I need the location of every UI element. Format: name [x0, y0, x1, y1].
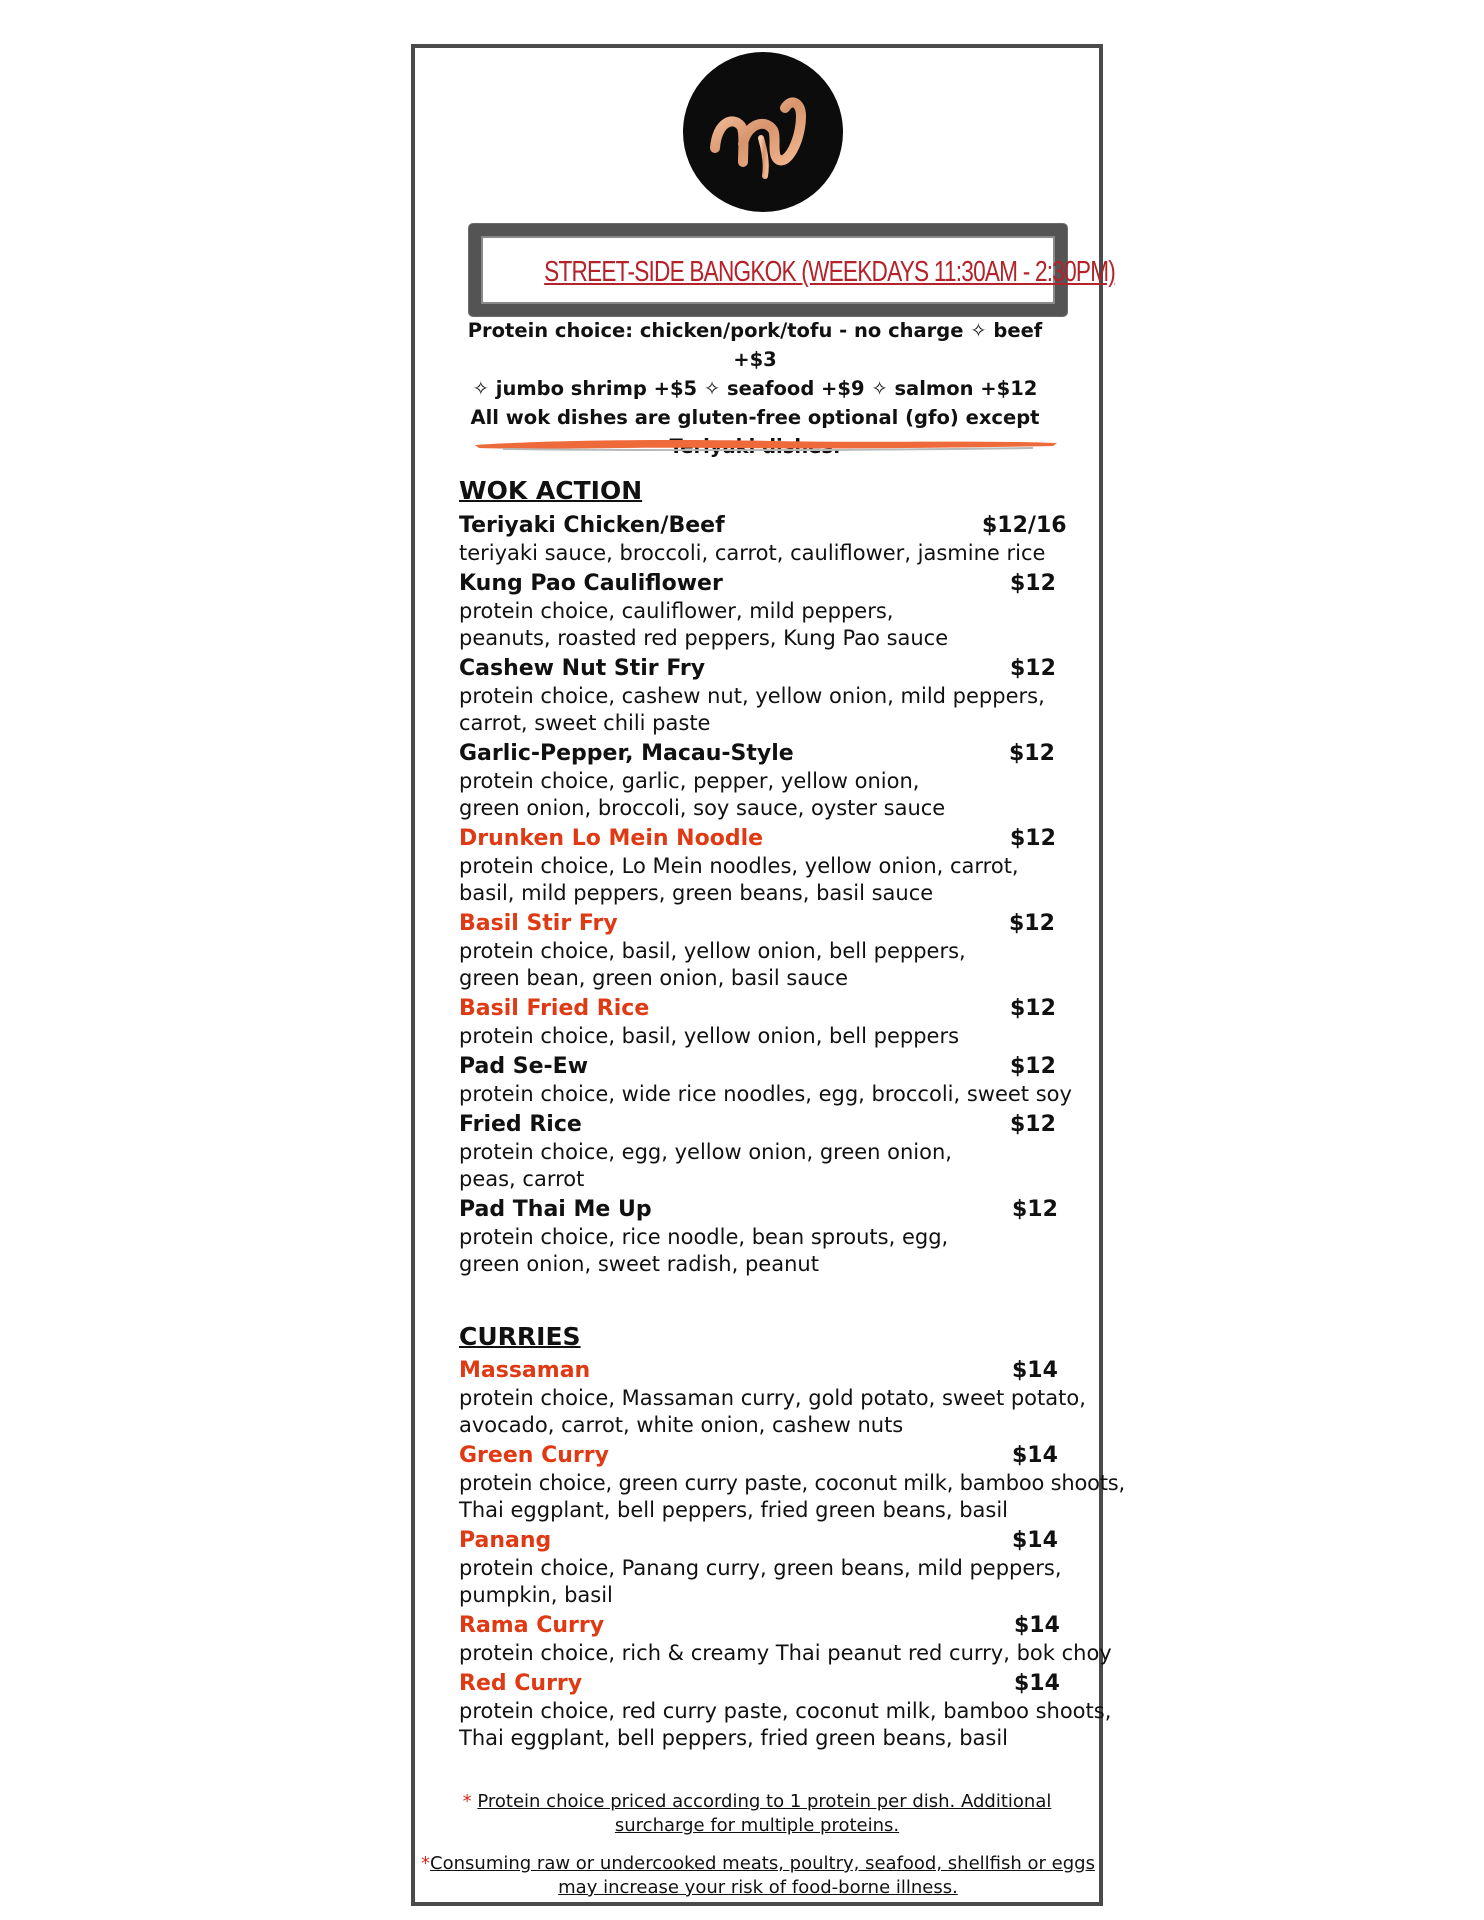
item-price: $12: [1009, 741, 1055, 766]
item-desc: protein choice, cauliflower, mild peppers,: [459, 599, 894, 623]
item-price: $12/16: [982, 513, 1067, 538]
item-desc: green onion, broccoli, soy sauce, oyster sauce: [459, 796, 946, 820]
item-desc: protein choice, basil, yellow onion, bell peppers: [459, 1024, 960, 1048]
note-text: surcharge for multiple proteins.: [614, 1815, 900, 1836]
intro-line-2: ✧ jumbo shrimp +$5 ✧ seafood +$9 ✧ salmon +$12: [472, 377, 1038, 400]
item-price: $12: [1010, 1112, 1056, 1137]
item-price: $14: [1012, 1443, 1058, 1468]
item-price: $14: [1014, 1671, 1060, 1696]
item-desc: teriyaki sauce, broccoli, carrot, cauliflower, jasmine rice: [459, 541, 1046, 565]
note-asterisk: *: [421, 1853, 431, 1874]
menu-item: [459, 995, 1079, 1050]
menu-item: [459, 1196, 1079, 1278]
item-name: Kung Pao Cauliflower: [459, 571, 723, 596]
menu-item: [459, 910, 1079, 992]
item-desc: basil, mild peppers, green beans, basil sauce: [459, 881, 934, 905]
note-text: Protein choice priced according to 1 protein per dish. Additional: [477, 1791, 1052, 1812]
item-price: $14: [1014, 1613, 1060, 1638]
menu-item: [459, 1357, 1086, 1439]
item-name: Panang: [459, 1528, 552, 1553]
item-price: $14: [1012, 1528, 1058, 1553]
hours-banner: [469, 224, 1116, 316]
menu-item: [459, 655, 1079, 737]
item-desc: protein choice, Panang curry, green beans, mild peppers,: [459, 1556, 1062, 1580]
banner-title: STREET-SIDE BANGKOK (WEEKDAYS 11:30AM - 2:30PM): [544, 256, 1116, 288]
item-name: Pad Thai Me Up: [459, 1197, 652, 1222]
item-price: $12: [1010, 1054, 1056, 1079]
protein-pricing-note: [440, 1790, 1074, 1838]
menu-item: [459, 570, 1079, 652]
menu-item: [459, 1053, 1079, 1108]
item-desc: peanuts, roasted red peppers, Kung Pao sauce: [459, 626, 949, 650]
item-name: Pad Se-Ew: [459, 1054, 589, 1079]
item-desc: protein choice, basil, yellow onion, bell peppers,: [459, 939, 966, 963]
menu-item: [459, 1527, 1079, 1609]
item-price: $12: [1010, 826, 1056, 851]
food-safety-note: [420, 1852, 1096, 1900]
item-desc: Thai eggplant, bell peppers, fried green beans, basil: [459, 1498, 1009, 1522]
item-price: $14: [1012, 1358, 1058, 1383]
item-price: $12: [1010, 656, 1056, 681]
item-desc: peas, carrot: [459, 1167, 585, 1191]
logo-monogram-icon: [683, 52, 843, 212]
item-desc: protein choice, wide rice noodles, egg, broccoli, sweet soy: [459, 1082, 1072, 1106]
restaurant-logo: [683, 52, 843, 212]
item-desc: Thai eggplant, bell peppers, fried green beans, basil: [459, 1726, 1009, 1750]
item-desc: protein choice, garlic, pepper, yellow onion,: [459, 769, 920, 793]
item-name: Garlic-Pepper, Macau-Style: [459, 741, 794, 766]
item-desc: protein choice, egg, yellow onion, green onion,: [459, 1140, 952, 1164]
menu-item: [459, 512, 1079, 567]
item-name: Rama Curry: [459, 1613, 605, 1638]
item-name: Massaman: [459, 1358, 591, 1383]
item-desc: protein choice, rich & creamy Thai peanut red curry, bok choy: [459, 1641, 1112, 1665]
item-name: Basil Stir Fry: [459, 911, 618, 936]
note-text: Consuming raw or undercooked meats, poultry, seafood, shellfish or eggs: [430, 1853, 1095, 1874]
note-text: may increase your risk of food-borne illness.: [558, 1877, 958, 1898]
menu-item: [459, 740, 1079, 822]
item-desc: pumpkin, basil: [459, 1583, 613, 1607]
item-desc: protein choice, Massaman curry, gold potato, sweet potato,: [459, 1386, 1086, 1410]
item-price: $12: [1009, 911, 1055, 936]
item-desc: green bean, green onion, basil sauce: [459, 966, 849, 990]
item-desc: avocado, carrot, white onion, cashew nuts: [459, 1413, 904, 1437]
item-price: $12: [1010, 571, 1056, 596]
item-desc: protein choice, Lo Mein noodles, yellow onion, carrot,: [459, 854, 1019, 878]
item-price: $12: [1010, 996, 1056, 1021]
menu-item: [459, 1670, 1112, 1752]
item-price: $12: [1012, 1197, 1058, 1222]
menu-item: [459, 1612, 1112, 1667]
item-desc: protein choice, rice noodle, bean sprouts, egg,: [459, 1225, 949, 1249]
item-desc: green onion, sweet radish, peanut: [459, 1252, 819, 1276]
item-name: Cashew Nut Stir Fry: [459, 656, 706, 681]
brush-divider: [473, 437, 1059, 451]
menu-item: [459, 825, 1079, 907]
item-name: Teriyaki Chicken/Beef: [459, 513, 725, 538]
note-asterisk: *: [462, 1791, 472, 1812]
wok-section-title: WOK ACTION: [459, 476, 643, 505]
item-name: Drunken Lo Mein Noodle: [459, 826, 764, 851]
item-desc: protein choice, cashew nut, yellow onion, mild peppers,: [459, 684, 1045, 708]
menu-item: [459, 1442, 1126, 1524]
item-desc: carrot, sweet chili paste: [459, 711, 711, 735]
intro-line-3: All wok dishes are gluten-free optional (gfo) except: [470, 406, 1040, 429]
curries-section-title: CURRIES: [459, 1322, 581, 1351]
menu-item: [459, 1111, 1079, 1193]
item-desc: protein choice, green curry paste, coconut milk, bamboo shoots,: [459, 1471, 1126, 1495]
item-name: Green Curry: [459, 1443, 609, 1468]
item-name: Basil Fried Rice: [459, 996, 650, 1021]
intro-line-1: Protein choice: chicken/pork/tofu - no charge ✧ beef +$3: [467, 319, 1043, 371]
item-name: Fried Rice: [459, 1112, 582, 1137]
item-desc: protein choice, red curry paste, coconut milk, bamboo shoots,: [459, 1699, 1112, 1723]
item-name: Red Curry: [459, 1671, 583, 1696]
